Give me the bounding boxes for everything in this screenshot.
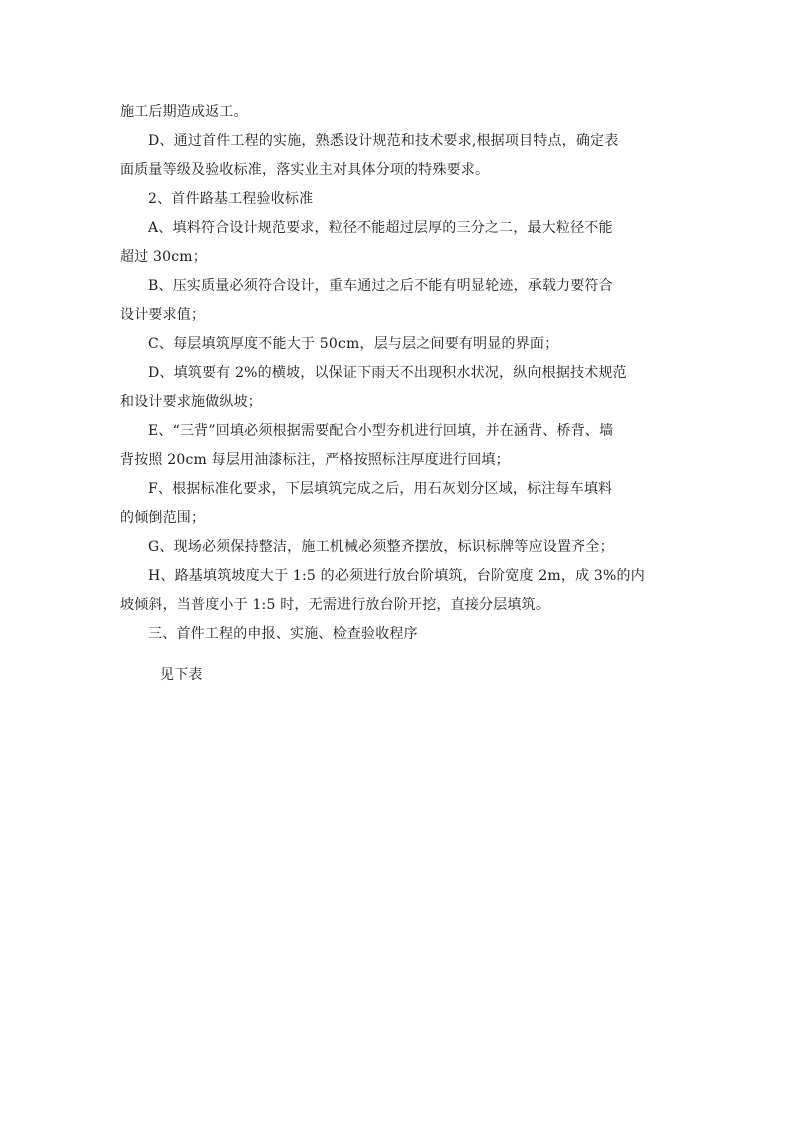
section-heading-acceptance-standard: 2、首件路基工程验收标准	[148, 191, 314, 207]
standard-d-line-1: D、填筑要有 2%的横坡，以保证下雨天不出现积水状况，纵向根据技术规范	[148, 365, 627, 381]
standard-b-line-1: B、压实质量必须符合设计，重车通过之后不能有明显轮迹，承载力要符合	[148, 278, 613, 294]
item-d-line-1: D、通过首件工程的实施，熟悉设计规范和技术要求,根据项目特点，确定表	[148, 133, 619, 149]
standard-b-line-2: 设计要求值；	[120, 307, 206, 323]
standard-c-line-1: C、每层填筑厚度不能大于 50cm，层与层之间要有明显的界面；	[148, 336, 559, 352]
standard-h-line-1: H、路基填筑坡度大于 1:5 的必须进行放台阶填筑，台阶宽度 2m，成 3%的内	[148, 568, 645, 584]
standard-e-line-2: 背按照 20cm 每层用油漆标注，严格按照标注厚度进行回填；	[120, 452, 510, 468]
standard-a-line-2: 超过 30cm；	[120, 249, 207, 265]
standard-e-line-1: E、“三背”回填必须根据需要配合小型夯机进行回填，并在涵背、桥背、墙	[148, 423, 614, 439]
section-heading-procedure: 三、首件工程的申报、实施、检查验收程序	[148, 626, 418, 642]
see-table-note: 见下表	[160, 667, 203, 683]
standard-g-line-1: G、现场必须保持整洁，施工机械必须整齐摆放，标识标牌等应设置齐全；	[148, 539, 614, 555]
standard-d-line-2: 和设计要求施做纵坡；	[120, 394, 262, 410]
paragraph-continuation: 施工后期造成返工。	[120, 104, 248, 120]
item-d-line-2: 面质量等级及验收标准，落实业主对具体分项的特殊要求。	[120, 162, 490, 178]
standard-f-line-2: 的倾倒范围；	[120, 510, 206, 526]
document-page	[120, 98, 676, 690]
standard-a-line-1: A、填料符合设计规范要求，粒径不能超过层厚的三分之二，最大粒径不能	[148, 220, 613, 236]
standard-h-line-2: 坡倾斜，当普度小于 1:5 时，无需进行放台阶开挖，直接分层填筑。	[120, 597, 551, 613]
standard-f-line-1: F、根据标准化要求，下层填筑完成之后，用石灰划分区域，标注每车填料	[148, 481, 613, 497]
